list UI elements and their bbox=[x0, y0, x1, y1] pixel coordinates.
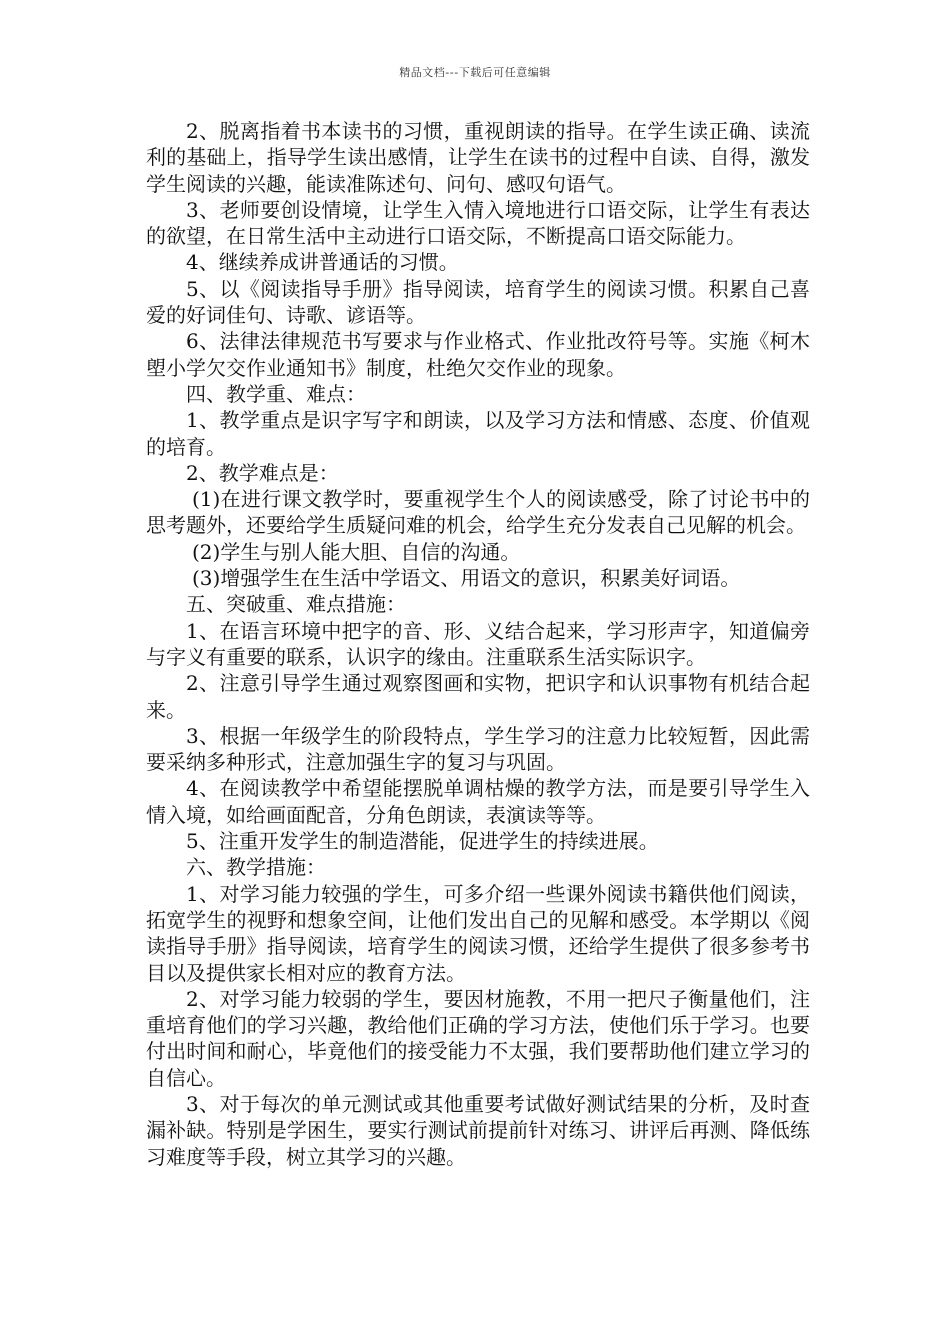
paragraph: 3、对于每次的单元测试或其他重要考试做好测试结果的分析，及时查漏补缺。特别是学困生，要实行测试前提前针对练习、讲评后再测、降低练习难度等手段，树立其学习的兴趣。 bbox=[146, 1091, 810, 1169]
section-heading: 四、教学重、难点： bbox=[186, 381, 366, 406]
page-header: 精品文档---下载后可任意编辑 bbox=[399, 66, 551, 79]
paragraph: 3、老师要创设情境，让学生入情入境地进行口语交际，让学生有表达的欲望，在日常生活中主动进行口语交际，不断提高口语交际能力。 bbox=[146, 197, 810, 249]
paragraph: (1)在进行课文教学时，要重视学生个人的阅读感受，除了讨论书中的思考题外，还要给学生质疑问难的机会，给学生充分发表自己见解的机会。 bbox=[146, 487, 810, 538]
paragraph: 5、注重开发学生的制造潜能，促进学生的持续进展。 bbox=[186, 829, 659, 854]
paragraph: 1、对学习能力较强的学生，可多介绍一些课外阅读书籍供他们阅读，拓宽学生的视野和想象空间，让他们发出自己的见解和感受。本学期以《阅读指导手册》指导阅读，培育学生的阅读习惯，还给学生提供了很多参考书目以及提供家长相对应的教育方法。 bbox=[146, 881, 810, 985]
paragraph: 1、教学重点是识字写字和朗读，以及学习方法和情感、态度、价值观的培育。 bbox=[146, 408, 810, 459]
paragraph: 2、脱离指着书本读书的习惯，重视朗读的指导。在学生读正确、读流利的基础上，指导学生读出感情，让学生在读书的过程中自读、自得，激发学生阅读的兴趣，能读准陈述句、问句、感叹句语气。 bbox=[146, 119, 810, 196]
section-heading: 五、突破重、难点措施： bbox=[186, 592, 406, 617]
paragraph: 5、以《阅读指导手册》指导阅读，培育学生的阅读习惯。积累自己喜爱的好词佳句、诗歌、谚语等。 bbox=[146, 276, 810, 328]
paragraph: 4、继续养成讲普通话的习惯。 bbox=[186, 250, 459, 275]
paragraph: 3、根据一年级学生的阶段特点，学生学习的注意力比较短暂，因此需要采纳多种形式，注意加强生字的复习与巩固。 bbox=[146, 723, 810, 775]
section-heading: 六、教学措施： bbox=[186, 855, 326, 880]
paragraph: 6、法律法律规范书写要求与作业格式、作业批改符号等。实施《柯木塱小学欠交作业通知书》制度，杜绝欠交作业的现象。 bbox=[146, 329, 810, 380]
paragraph: 4、在阅读教学中希望能摆脱单调枯燥的教学方法，而是要引导学生入情入境，如给画面配音，分角色朗读，表演读等等。 bbox=[146, 776, 810, 827]
document-body bbox=[146, 118, 810, 1170]
paragraph: (3)增强学生在生活中学语文、用语文的意识，积累美好词语。 bbox=[192, 566, 741, 591]
paragraph: 2、教学难点是： bbox=[186, 460, 339, 485]
paragraph: 2、对学习能力较弱的学生，要因材施教，不用一把尺子衡量他们，注重培育他们的学习兴趣，教给他们正确的学习方法，使他们乐于学习。也要付出时间和耐心，毕竟他们的接受能力不太强，我们要帮助他们建立学习的自信心。 bbox=[146, 986, 810, 1090]
paragraph: 2、注意引导学生通过观察图画和实物，把识字和认识事物有机结合起来。 bbox=[146, 671, 810, 722]
paragraph: 1、在语言环境中把字的音、形、义结合起来，学习形声字，知道偏旁与字义有重要的联系，认识字的缘由。注重联系生活实际识字。 bbox=[146, 618, 810, 669]
paragraph: (2)学生与别人能大胆、自信的沟通。 bbox=[192, 539, 521, 564]
